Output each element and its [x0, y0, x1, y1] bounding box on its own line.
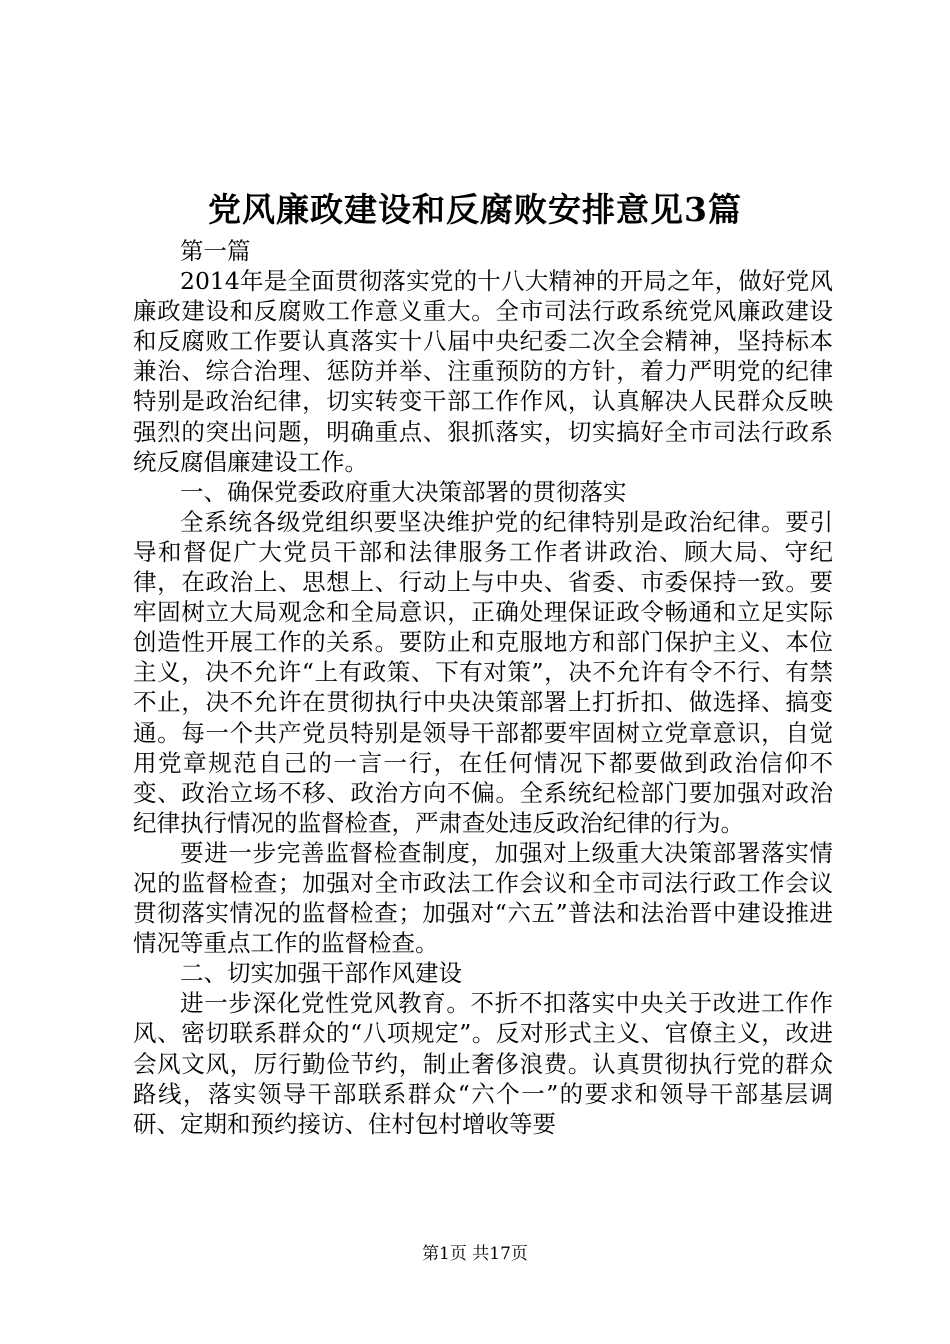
body-paragraph: 全系统各级党组织要坚决维护党的纪律特别是政治纪律。要引导和督促广大党员干部和法律服务工作者讲政治、顾大局、守纪律，在政治上、思想上、行动上与中央、省委、市委保持一致。要牢固树立大局观念和全局意识，正确处理保证政令畅通和立足实际创造性开展工作的关系。要防止和克服地方和部门保护主义、本位主义，决不允许“上有政策、下有对策”，决不允许有令不行、有禁不止，决不允许在贯彻执行中央决策部署上打折扣、做选择、搞变通。每一个共产党员特别是领导干部都要牢固树立党章意识，自觉用党章规范自己的一言一行，在任何情况下都要做到政治信仰不变、政治立场不移、政治方向不偏。全系统纪检部门要加强对政治纪律执行情况的监督检查，严肃查处违反政治纪律的行为。	[133, 507, 833, 837]
document-title: 党风廉政建设和反腐败安排意见3篇	[208, 190, 742, 229]
section-heading-part-one: 第一篇	[180, 237, 251, 265]
section-heading: 一、确保党委政府重大决策部署的贯彻落实	[180, 477, 627, 506]
section-heading: 二、切实加强干部作风建设	[180, 959, 462, 988]
body-paragraph: 2014年是全面贯彻落实党的十八大精神的开局之年，做好党风廉政建设和反腐败工作意义重大。全市司法行政系统党风廉政建设和反腐败工作要认真落实十八届中央纪委二次全会精神，坚持标本兼治、综合治理、惩防并举、注重预防的方针，着力严明党的纪律特别是政治纪律，切实转变干部工作作风，认真解决人民群众反映强烈的突出问题，明确重点、狠抓落实，切实搞好全市司法行政系统反腐倡廉建设工作。	[133, 267, 833, 476]
page-number-footer: 第1页 共17页	[422, 1244, 528, 1264]
document-body	[133, 236, 833, 1139]
body-paragraph: 进一步深化党性党风教育。不折不扣落实中央关于改进工作作风、密切联系群众的“八项规定”。反对形式主义、官僚主义，改进会风文风，厉行勤俭节约，制止奢侈浪费。认真贯彻执行党的群众路线，落实领导干部联系群众“六个一”的要求和领导干部基层调研、定期和预约接访、住村包村增收等要	[133, 989, 833, 1138]
body-paragraph: 要进一步完善监督检查制度，加强对上级重大决策部署落实情况的监督检查；加强对全市政法工作会议和全市司法行政工作会议贯彻落实情况的监督检查；加强对“六五”普法和法治晋中建设推进情况等重点工作的监督检查。	[133, 838, 833, 958]
